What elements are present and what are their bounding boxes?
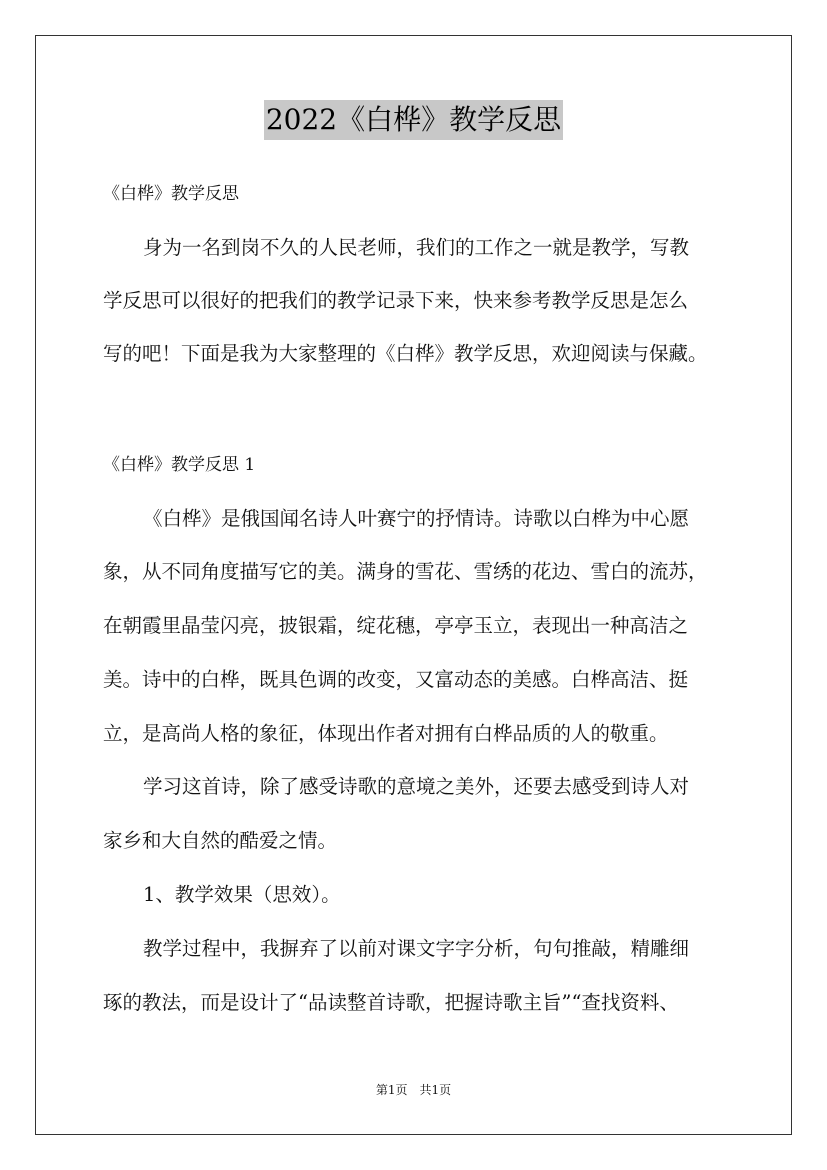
- document-title: 2022《白桦》教学反思: [264, 100, 563, 140]
- body-line: 家乡和大自然的酷爱之情。: [103, 829, 338, 852]
- page-footer: 第1页 共1页: [375, 1083, 452, 1097]
- body-line: 学反思可以很好的把我们的教学记录下来，快来参考教学反思是怎么: [103, 289, 689, 312]
- body-line: 学习这首诗，除了感受诗歌的意境之美外，还要去感受到诗人对: [143, 775, 690, 798]
- body-line: 美。诗中的白桦，既具色调的改变，又富动态的美感。白桦高洁、挺: [103, 668, 689, 691]
- numbered-heading: 1、教学效果（思效）。: [143, 883, 341, 906]
- body-line: 《白桦》是俄国闻名诗人叶赛宁的抒情诗。诗歌以白桦为中心愿: [143, 507, 690, 530]
- section-heading-1: 《白桦》教学反思 1: [103, 455, 256, 475]
- body-line: 教学过程中，我摒弃了以前对课文字字分析，句句推敲，精雕细: [143, 937, 690, 960]
- body-line: 在朝霞里晶莹闪亮，披银霜，绽花穗，亭亭玉立，表现出一种高洁之: [103, 614, 689, 637]
- body-line: 象，从不同角度描写它的美。满身的雪花、雪绣的花边、雪白的流苏，: [103, 560, 708, 583]
- body-line: 琢的教法，而是设计了“品读整首诗歌，把握诗歌主旨”“查找资料、: [103, 991, 679, 1014]
- section-heading-intro: 《白桦》教学反思: [103, 184, 239, 204]
- body-line: 写的吧！下面是我为大家整理的《白桦》教学反思，欢迎阅读与保藏。: [103, 342, 708, 365]
- body-line: 身为一名到岗不久的人民老师，我们的工作之一就是教学，写教: [143, 236, 690, 259]
- title-container: [0, 100, 827, 140]
- body-line: 立，是高尚人格的象征，体现出作者对拥有白桦品质的人的敬重。: [103, 722, 669, 745]
